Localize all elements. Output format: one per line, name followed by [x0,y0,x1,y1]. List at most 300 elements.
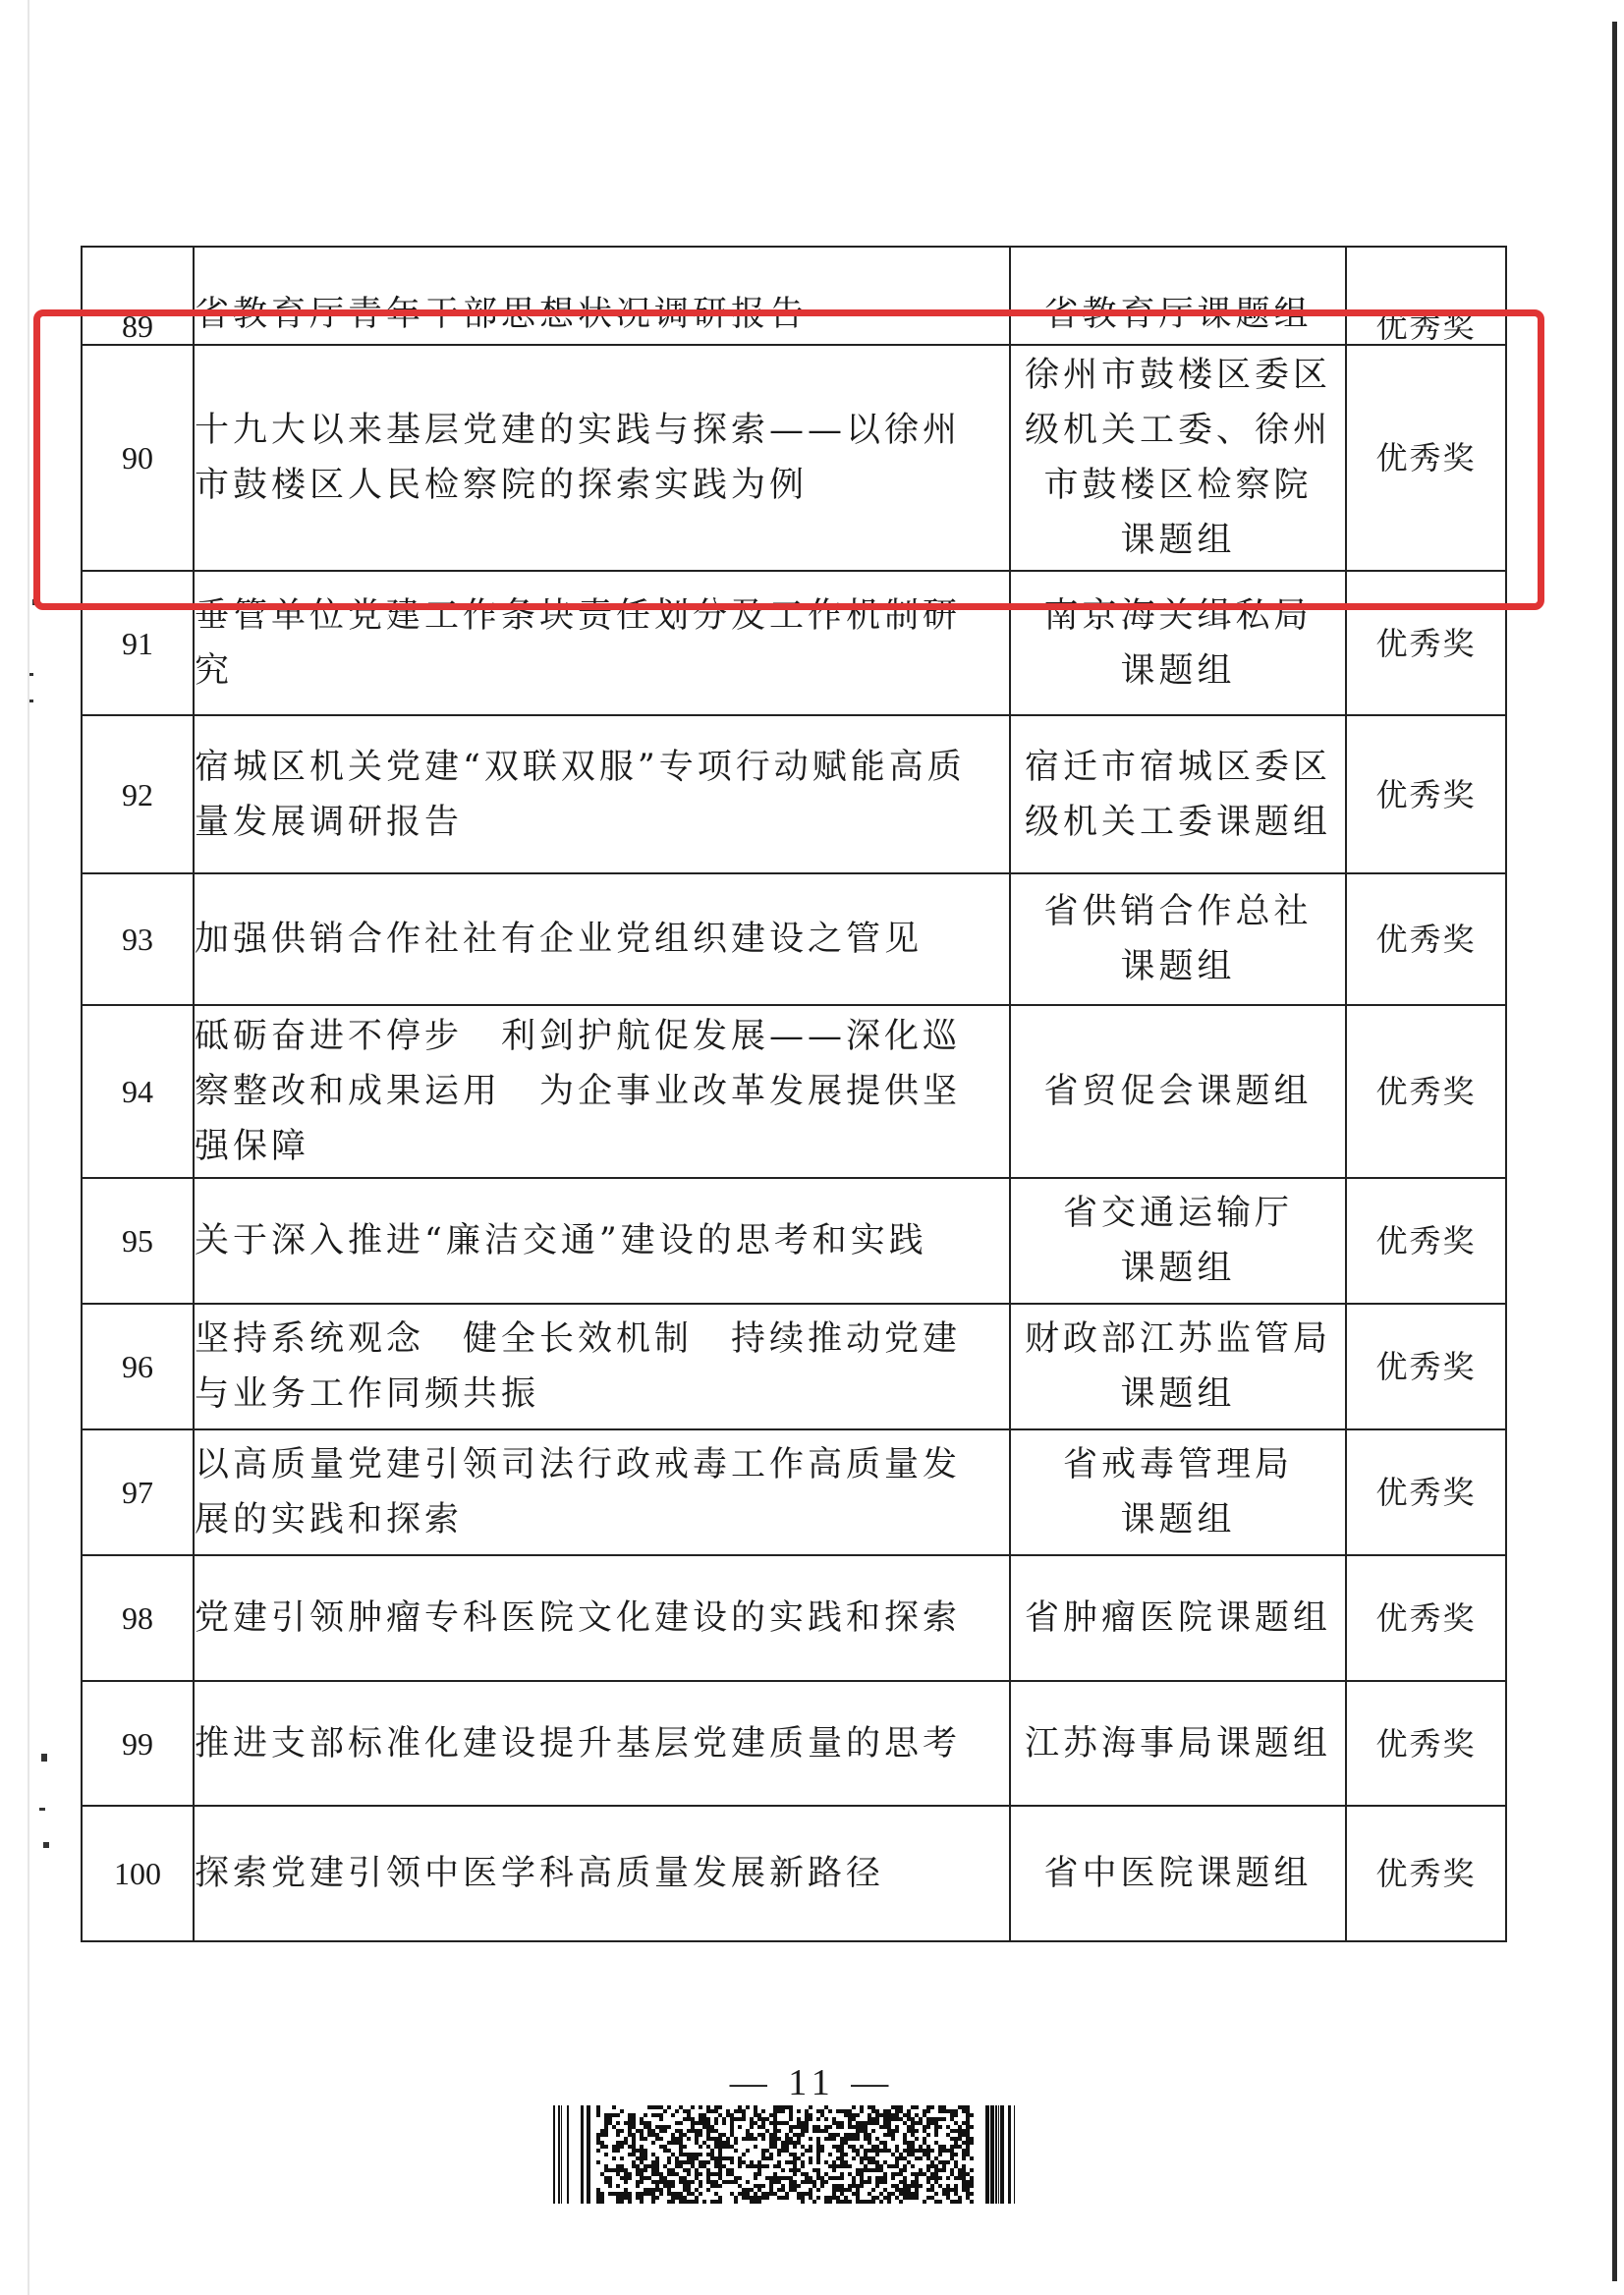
barcode-module [860,2121,864,2125]
barcode-module [844,2196,848,2200]
barcode-module [852,2149,856,2153]
barcode-module [911,2192,915,2196]
barcode-module [616,2168,620,2172]
barcode-module [879,2200,883,2204]
barcode-module [801,2196,805,2200]
barcode-module [718,2196,722,2200]
barcode-module [797,2121,801,2125]
barcode-module [608,2192,612,2196]
barcode-module [640,2156,644,2160]
barcode-module [895,2145,899,2149]
barcode-module [919,2168,923,2172]
barcode-module [781,2188,785,2192]
barcode-module [950,2172,954,2176]
barcode-module [632,2160,636,2164]
organization-line: 课题组 [1120,947,1236,986]
barcode-module [640,2172,644,2176]
barcode-module [616,2141,620,2145]
barcode-module [695,2156,699,2160]
barcode-module [938,2105,942,2109]
barcode-module [962,2129,966,2133]
barcode-module [706,2188,710,2192]
barcode-module [868,2180,871,2184]
document-barcode [553,2105,1015,2204]
barcode-module [954,2160,958,2164]
barcode-module [695,2129,699,2133]
barcode-module [801,2160,805,2164]
barcode-module [930,2117,934,2121]
barcode-module [683,2196,687,2200]
barcode-module [773,2141,777,2145]
barcode-module [596,2188,600,2192]
barcode-module [706,2121,710,2125]
barcode-module [679,2141,683,2145]
barcode-module [679,2200,683,2204]
barcode-module [632,2149,636,2153]
barcode-module [659,2192,663,2196]
barcode-module [860,2168,864,2172]
barcode-module [640,2137,644,2141]
barcode-module [746,2180,750,2184]
barcode-module [596,2133,600,2137]
barcode-module [919,2149,923,2153]
barcode-module [663,2129,667,2133]
barcode-module [923,2109,926,2113]
barcode-module [687,2200,691,2204]
barcode-module [769,2188,773,2192]
barcode-module [840,2176,844,2180]
barcode-module [667,2188,671,2192]
topic-title-line: 宿城区机关党建“双联双服”专项行动赋能高质 [195,747,966,787]
barcode-module [793,2172,797,2176]
barcode-module [911,2180,915,2184]
barcode-module [636,2180,640,2184]
barcode-module [632,2145,636,2149]
barcode-module [773,2133,777,2137]
barcode-module [950,2129,954,2133]
barcode-module [765,2196,769,2200]
barcode-module [651,2133,655,2137]
barcode-module [616,2129,620,2133]
barcode-module [691,2192,695,2196]
barcode-module [726,2145,730,2149]
barcode-module [640,2129,644,2133]
barcode-module [887,2125,891,2129]
barcode-module [636,2196,640,2200]
barcode-module [875,2184,879,2188]
barcode-module [864,2180,868,2184]
barcode-module [761,2125,765,2129]
barcode-module [836,2196,840,2200]
barcode-module [612,2156,616,2160]
barcode-module [600,2192,604,2196]
barcode-module [883,2109,887,2113]
barcode-module [926,2156,930,2160]
barcode-module [840,2164,844,2168]
barcode-module [828,2125,832,2129]
barcode-module [640,2149,644,2153]
barcode-module [915,2129,919,2133]
barcode-module [962,2180,966,2184]
barcode-module [628,2145,632,2149]
barcode-module [840,2160,844,2164]
barcode-module [620,2145,624,2149]
barcode-module [856,2188,860,2192]
barcode-module [899,2109,903,2113]
barcode-module [848,2109,852,2113]
barcode-module [718,2105,722,2109]
barcode-module [718,2160,722,2164]
barcode-module [596,2200,600,2204]
barcode-module [801,2145,805,2149]
barcode-module [962,2172,966,2176]
barcode-module [942,2168,946,2172]
barcode-module [691,2200,695,2204]
barcode-module [887,2192,891,2196]
barcode-module [895,2184,899,2188]
barcode-module [950,2200,954,2204]
barcode-module [730,2156,734,2160]
barcode-module [675,2121,679,2125]
barcode-module [757,2168,761,2172]
barcode-module [651,2113,655,2117]
barcode-module [828,2200,832,2204]
barcode-module [950,2188,954,2192]
barcode-module [675,2129,679,2133]
barcode-module [848,2117,852,2121]
barcode-module [895,2156,899,2160]
barcode-module [761,2133,765,2137]
barcode-module [769,2176,773,2180]
barcode-module [868,2133,871,2137]
barcode-module [805,2176,809,2180]
barcode-module [970,2141,974,2145]
barcode-module [675,2141,679,2145]
barcode-module [824,2125,828,2129]
barcode-module [714,2156,718,2160]
barcode-module [860,2160,864,2164]
barcode-module [761,2109,765,2113]
row-number: 99 [82,1681,194,1806]
barcode-module [663,2109,667,2113]
barcode-module [836,2176,840,2180]
row-number: 95 [82,1178,194,1304]
topic-title-line: 究 [195,650,234,691]
barcode-module [801,2192,805,2196]
barcode-module [942,2192,946,2196]
barcode-module [958,2145,962,2149]
barcode-module [836,2200,840,2204]
barcode-module [801,2125,805,2129]
barcode-module [718,2184,722,2188]
barcode-module [805,2129,809,2133]
barcode-module [730,2133,734,2137]
barcode-module [687,2129,691,2133]
barcode-module [596,2192,600,2196]
barcode-module [722,2164,726,2168]
barcode-module [923,2149,926,2153]
barcode-module [848,2121,852,2125]
barcode-module [773,2192,777,2196]
barcode-module [852,2125,856,2129]
barcode-bar [1008,2105,1011,2204]
barcode-module [911,2184,915,2188]
barcode-module [710,2137,714,2141]
barcode-module [683,2184,687,2188]
barcode-module [915,2196,919,2200]
barcode-module [871,2160,875,2164]
barcode-module [734,2137,738,2141]
barcode-module [699,2160,702,2164]
barcode-module [620,2109,624,2113]
barcode-module [632,2153,636,2156]
barcode-module [667,2200,671,2204]
barcode-module [695,2133,699,2137]
barcode-module [962,2141,966,2145]
topic-title-line: 砥砺奋进不停步 利剑护航促发展——深化巡 [195,1017,962,1056]
barcode-module [840,2172,844,2176]
barcode-module [844,2160,848,2164]
barcode-module [679,2164,683,2168]
barcode-module [754,2137,757,2141]
barcode-module [887,2113,891,2117]
barcode-module [655,2133,659,2137]
barcode-module [718,2164,722,2168]
barcode-module [659,2180,663,2184]
barcode-module [620,2200,624,2204]
barcode-module [667,2184,671,2188]
barcode-module [679,2129,683,2133]
barcode-module [930,2164,934,2168]
barcode-module [793,2141,797,2145]
barcode-module [773,2121,777,2125]
barcode-module [651,2200,655,2204]
barcode-module [781,2184,785,2188]
barcode-module [734,2141,738,2145]
barcode-module [651,2160,655,2164]
barcode-module [832,2160,836,2164]
barcode-module [801,2153,805,2156]
barcode-module [679,2160,683,2164]
barcode-module [695,2188,699,2192]
barcode-module [679,2137,683,2141]
barcode-module [706,2129,710,2133]
barcode-module [962,2153,966,2156]
barcode-module [765,2176,769,2180]
barcode-module [856,2113,860,2117]
barcode-module [777,2137,781,2141]
barcode-module [750,2196,754,2200]
barcode-module [844,2113,848,2117]
barcode-module [604,2117,608,2121]
barcode-module [954,2176,958,2180]
barcode-module [832,2117,836,2121]
barcode-module [966,2129,970,2133]
barcode-module [671,2184,675,2188]
barcode-module [640,2145,644,2149]
barcode-module [970,2156,974,2160]
barcode-module [930,2149,934,2153]
barcode-module [899,2200,903,2204]
barcode-module [663,2125,667,2129]
barcode-module [632,2125,636,2129]
barcode-module [687,2160,691,2164]
barcode-module [942,2160,946,2164]
scan-dot [39,1808,45,1811]
barcode-module [636,2184,640,2188]
barcode-module [616,2172,620,2176]
barcode-module [675,2164,679,2168]
barcode-module [899,2188,903,2192]
row-number: 91 [82,571,194,715]
award-level: 优秀奖 [1346,1806,1506,1941]
barcode-module [970,2168,974,2172]
barcode-module [836,2133,840,2137]
table-row [82,1681,1506,1806]
barcode-module [934,2176,938,2180]
barcode-module [934,2125,938,2129]
barcode-module [695,2172,699,2176]
topic-title-line: 省教育厅青年干部思想状况调研报告 [195,295,809,334]
barcode-module [852,2133,856,2137]
scan-dot [32,599,38,605]
barcode-module [871,2109,875,2113]
barcode-module [793,2153,797,2156]
table-row [82,1555,1506,1681]
barcode-module [966,2196,970,2200]
barcode-module [801,2121,805,2125]
barcode-module [816,2149,820,2153]
barcode-module [915,2188,919,2192]
barcode-module [659,2145,663,2149]
barcode-module [738,2164,742,2168]
barcode-module [895,2160,899,2164]
barcode-module [930,2172,934,2176]
barcode-module [769,2121,773,2125]
barcode-module [915,2180,919,2184]
barcode-module [809,2196,812,2200]
barcode-module [773,2109,777,2113]
barcode-module [663,2164,667,2168]
barcode-module [816,2145,820,2149]
barcode-module [612,2145,616,2149]
barcode-module [864,2133,868,2137]
barcode-module [659,2129,663,2133]
row-number: 94 [82,1005,194,1178]
barcode-module [816,2153,820,2156]
barcode-module [624,2176,628,2180]
barcode-module [797,2117,801,2121]
barcode-module [612,2113,616,2117]
barcode-module [856,2200,860,2204]
barcode-module [809,2105,812,2109]
barcode-module [919,2145,923,2149]
barcode-module [907,2153,911,2156]
barcode-module [809,2160,812,2164]
barcode-module [726,2180,730,2184]
barcode-module [852,2156,856,2160]
barcode-module [655,2105,659,2109]
barcode-module [930,2188,934,2192]
barcode-module [903,2149,907,2153]
barcode-module [754,2184,757,2188]
barcode-module [864,2121,868,2125]
table-row [82,715,1506,873]
barcode-module [699,2164,702,2168]
barcode-module [828,2133,832,2137]
barcode-module [950,2117,954,2121]
barcode-module [824,2196,828,2200]
barcode-module [644,2192,647,2196]
barcode-module [923,2200,926,2204]
barcode-module [596,2149,600,2153]
barcode-module [596,2141,600,2145]
barcode-module [687,2168,691,2172]
barcode-module [903,2192,907,2196]
barcode-module [911,2172,915,2176]
barcode-module [816,2141,820,2145]
barcode-module [871,2117,875,2121]
barcode-module [840,2137,844,2141]
barcode-module [966,2121,970,2125]
barcode-module [832,2196,836,2200]
award-level: 优秀奖 [1346,715,1506,873]
barcode-module [730,2192,734,2196]
barcode-module [742,2196,746,2200]
barcode-module [942,2188,946,2192]
barcode-module [824,2129,828,2133]
barcode-module [840,2125,844,2129]
barcode-module [604,2145,608,2149]
barcode-module [695,2137,699,2141]
topic-title-line: 与业务工作同频共振 [195,1374,540,1414]
barcode-module [777,2153,781,2156]
barcode-module [785,2137,789,2141]
barcode-module [667,2125,671,2129]
barcode-module [667,2160,671,2164]
barcode-module [789,2184,793,2188]
barcode-module [864,2125,868,2129]
barcode-module [832,2192,836,2196]
barcode-module [600,2196,604,2200]
organization-line: 省戒毒管理局 [1062,1445,1293,1484]
barcode-module [875,2145,879,2149]
barcode-module [852,2176,856,2180]
barcode-module [644,2121,647,2125]
barcode-module [852,2184,856,2188]
table-row [82,247,1506,345]
barcode-module [655,2137,659,2141]
barcode-module [954,2192,958,2196]
barcode-module [820,2109,824,2113]
barcode-module [651,2164,655,2168]
barcode-module [754,2176,757,2180]
barcode-module [844,2137,848,2141]
barcode-module [761,2117,765,2121]
barcode-module [852,2145,856,2149]
barcode-module [722,2156,726,2160]
barcode-module [954,2109,958,2113]
barcode-module [659,2188,663,2192]
barcode-module [769,2184,773,2188]
barcode-module [891,2172,895,2176]
award-level: 优秀奖 [1346,345,1506,571]
barcode-module [809,2145,812,2149]
barcode-module [687,2109,691,2113]
barcode-module [812,2168,816,2172]
barcode-module [954,2153,958,2156]
row-number: 97 [82,1429,194,1555]
